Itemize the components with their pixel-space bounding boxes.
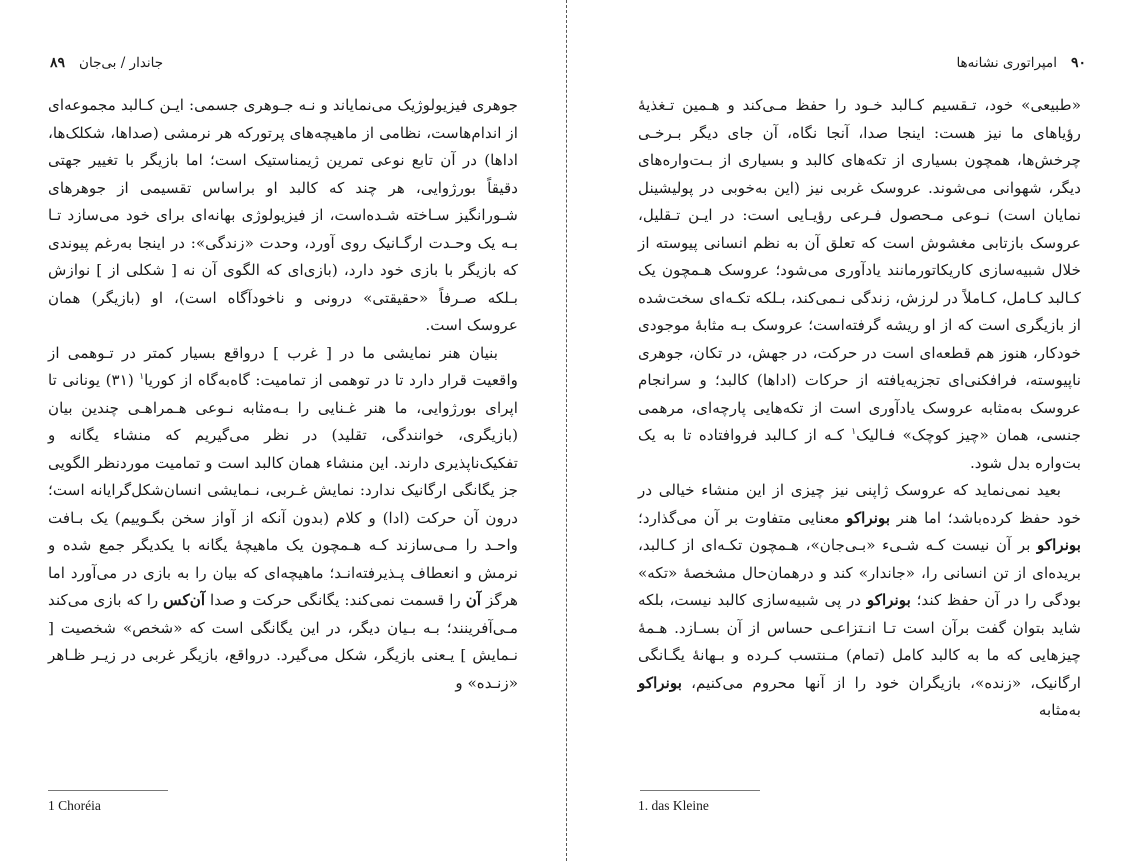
- paragraph: بنیان هنر نمایشی ما در [ غرب ] درواقع بسیار کمتر در تـوهمی از واقعیت قرار دارد تا در توهمی از تمامیت: گاه‌به‌گاه از کوریا$^۱$ (۳۱) یونانی تا اپرای بورژوایی، ما هنر غـنایی را بـه‌مثابه نـوعی هـمراهـی چندین بیان (بازیگری، خوانندگی، تقلید) در نظر می‌گیریم که منشاء یگانه و تفکیک‌ناپذیری دارند. این منشاء همان کالبد است و تمامیت موردنظر الگویی جز یگانگی ارگانیک ندارد: نمایش غـربی، نـمایشی انسان‌شکل‌گرایانه است؛ درون آن حرکت (ادا) و کلام (بدون آنکه از آواز سخن بگـوییم) یک بـافت واحـد را مـی‌سازند کـه هـمچون یک ماهیچهٔ یگانه با یکدیگر جمع شده و نرمش و انعطاف پـذیرفته‌انـد؛ ماهیچه‌ای که بیان را به بازی در می‌آورد اما هرگز آن را قسمت نمی‌کند: یگانگی حرکت و صدا آن‌کس را که بازی می‌کند مـی‌آفرینند؛ بـه بـیان دیگر، در این یگانگی است که «شخص» شخصیت [ نـمایش ] یـعنی بازیگر، شکل می‌گیرد. درواقع، بازیگر غربی در زیـر ظـاهر «زنـده» و: [48, 343, 518, 692]
- paragraph: «طبیعی» خود، تـقسیم کـالبد خـود را حفظ مـی‌کند و هـمین تـغذیهٔ رؤیاهای ما نیز هست: اینجا صدا، آنجا نگاه، آن جای دیگر بـرخـی چرخش‌ها، همچون بسیاری از تکه‌های کالبد و بسیاری از بـت‌واره‌های دیگر، شهوانی می‌شوند. عروسک غربی نیز (این به‌خوبی در پولیشینل نمایان است) نـوعی مـحصول فـرعی رؤیـایی است: در ایـن تـقلیل، عروسک بازتابی مغشوش است که تعلق آن به نظم انسانی پیوسته از خلال شبیه‌سازی کاریکاتورمانند یادآوری می‌شود؛ عروسک هـمچون یک کـالبد کـامل، کـاملاً در لرزش، زندگی نـمی‌کند، بـلکه تکـه‌ای سخت‌شده از بازیگری است که از او ریشه گرفته‌است؛ عروسک بـه مثابهٔ موجودی خودکار، هنوز هم قطعه‌ای است در حرکت، در جهش، در تکان، جوهری ناپیوسته، فرافکنی‌ای تجزیه‌یافته از حرکات (اداها) کالبد؛ و سرانجام عروسک به‌مثابه عروسک یادآوری است از تکه‌هایی پارچه‌ای، مرهمی جنسی، همان «چیز کوچک» فـالیک$^۱$ کـه از کـالبد فروافتاده تا به یک بت‌واره بدل شود.: [638, 96, 1081, 472]
- bold-term: بونراکو: [846, 508, 891, 527]
- bold-term: آن: [465, 591, 482, 609]
- left-page: [0, 0, 566, 861]
- page-gutter-divider: [566, 0, 567, 861]
- footnote-rule: [48, 790, 168, 791]
- page-number: ۸۹: [50, 55, 66, 71]
- footnote-rule: [640, 790, 760, 791]
- running-head: جاندار / بی‌جان: [79, 55, 164, 71]
- left-page-body: [48, 92, 518, 697]
- paragraph: جوهری فیزیولوژیک می‌نمایاند و نـه جـوهری جسمی: ایـن کـالبد مجموعه‌ای از اندام‌هاست، نظامی از ماهیچه‌های پرتورکه هر نرمشی (صداها، شکلک‌ها، اداها) در آن تابع نوعی تمرین ژیمناستیک است؛ اما بازیگر با تغییر جهتی دقیقاً بورژوایی، هر چند که کالبد او براساس تقسیمی از جوهرهای شـورانگیز سـاخته شـده‌است، از فیزیولوژی بهانه‌ای برای خود می‌سازد تـا بـه یک وحـدت ارگـانیک روی آورد، وحدت «زندگی»: در اینجا به‌رغم پیوندی که بازیگر با بازی خود دارد، (بازی‌ای که الگوی آن نه [ شکلی از ] نوازش بـلکه صـرفاً «حقیقتی» درونی و ناخودآگاه است)، او (بازیگر) همان عروسک است.: [48, 96, 518, 334]
- right-page: [568, 0, 1143, 861]
- right-page-header: [636, 52, 1086, 74]
- paragraph: بعید نمی‌نماید که عروسک ژاپنی نیز چیزی از این منشاء خیالی در خود حفظ کرده‌باشد؛ اما هنر بونراکو معنایی متفاوت بر آن می‌گذارد؛ بونراکو بر آن نیست کـه شـیء «بـی‌جان»، هـمچون تکـه‌ای از کـالبد، بریده‌ای از تن انسانی را، «جاندار» کند و درهمان‌حال مشخصهٔ «تکه» بودگی را در آن حفظ کند؛ بونراکو در پی شبیه‌سازی کالبد نیست، بلکه شاید بتوان گفت برآن است تـا انـتزاعـی حساس از آن بسـازد. هـمهٔ چیزهایی که ما به کالبد کامل (تمام) مـنتسب کـرده و بـهانهٔ یگـانگی ارگانیک، «زنده»، بازیگران خود را از آنها محروم می‌کنیم، بونراکو به‌مثابه: [638, 481, 1081, 719]
- footnote: 1 Choréia: [48, 798, 101, 813]
- right-page-body: [638, 92, 1081, 725]
- footnote-marker: ۱: [851, 426, 857, 437]
- page-number: ۹۰: [1070, 55, 1086, 71]
- bold-term: بونراکو: [1037, 536, 1081, 554]
- footnote-marker: ۱: [139, 371, 145, 382]
- left-page-header: [50, 52, 500, 74]
- running-head: امپراتوری نشانه‌ها: [956, 55, 1057, 71]
- bold-term: بونراکو: [866, 591, 911, 609]
- footnote: 1. das Kleine: [638, 798, 709, 813]
- bold-term: بونراکو: [638, 673, 682, 692]
- bold-term: آن‌کس: [163, 591, 206, 609]
